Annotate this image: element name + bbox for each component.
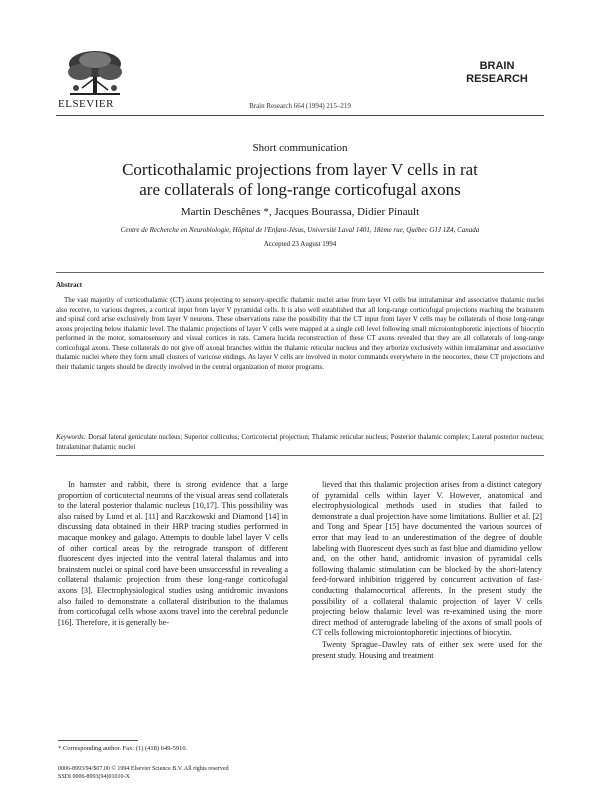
copyright-notice — [58, 765, 229, 781]
author-affiliation: Centre de Recherche en Neurobiologie, Hôpital de l'Enfant-Jésus, Université Laval 1401, 18ème rue, Québec G1J 1Z4, Canada — [120, 226, 480, 234]
title-line-1: Corticothalamic projections from layer V cells in rat — [122, 160, 478, 179]
journal-citation: Brain Research 664 (1994) 215–219 — [249, 102, 351, 110]
title-line-2: are collaterals of long-range corticofugal axons — [139, 180, 461, 199]
keywords — [56, 433, 544, 452]
copyright-line: 0006-8993/94/$07.00 © 1994 Elsevier Science B.V. All rights reserved — [58, 766, 229, 772]
journal-title-line-1: BRAIN — [479, 60, 515, 72]
body-paragraph: Twenty Sprague–Dawley rats of either sex were used for the present study. Housing and treatment — [312, 639, 542, 660]
abstract-bottom-divider — [56, 455, 544, 456]
author-list: Martin Deschênes *, Jacques Bourassa, Didier Pinault — [180, 206, 420, 218]
article-title — [0, 160, 600, 200]
article-type: Short communication — [252, 142, 348, 154]
keywords-label: Keywords: — [56, 433, 87, 441]
ssdi-line: SSDI 0006-8993(94)01010-X — [58, 774, 130, 780]
journal-title-line-2: RESEARCH — [466, 73, 528, 85]
journal-title — [452, 60, 542, 86]
footnote-rule — [58, 740, 138, 741]
body-paragraph: In hamster and rabbit, there is strong evidence that a large proportion of corticotectal neurons of the visual areas send collaterals to the lateral posterior thalamic nucleus [10,17]. This possibility was also raised by Lund et al. [11] and Raczkowski and Diamond [14] in discussing data obtained in their HRP tracing studies performed in macaque monkey and galago. Attempts to double label layer V cells of other cortical areas by the retrograde transport of different fluorescent dyes injected into the ventral lateral thalamus and into brainstem nuclei or spinal cord have been unsuccessful in revealing a collateral thalamic projection from these long-range corticofugal axons [3]. Electrophysiological studies using antidromic invasions also failed to demonstrate a collateral distribution to the thalamus from corticofugal cells whose axons travel into the cerebral peduncle [16]. Therefore, it is generally be- — [58, 480, 288, 627]
corresponding-author-footnote: * Corresponding author. Fax: (1) (418) 649-5910. — [58, 745, 188, 752]
abstract-top-divider — [56, 272, 544, 273]
accepted-date: Accepted 23 August 1994 — [263, 240, 337, 248]
elsevier-tree-logo — [62, 48, 128, 96]
body-column-right — [312, 480, 542, 661]
body-paragraph: lieved that this thalamic projection arises from a distinct category of pyramidal cells within layer V. However, anatomical and electrophysiological methods used in studies that failed to demonstrate a dual projection have some limitations. Bullier et al. [2] and Tong and Spear [15] have documented the various sources of error that may lead to an underestimation of the degree of double labeling with fluorescent dyes such as fast blue and diamidino yellow and, on the other hand, antidromic invasion of pyramidal cells following thalamic stimulation can be blocked by the short-latency feed-forward inhibition triggered by concurrent activation of fast-conducting thalamocortical afferents. In the present study the possibility of a collateral thalamic projection of layer V cells projecting below thalamic level was re-examined using the more direct method of anterograde labeling of the axons of small pools of CT cells following microiontophoretic injections of biocytin. — [312, 480, 542, 638]
keywords-list: Dorsal lateral geniculate nucleus; Superior colliculus; Corticotectal projection; Thalamic reticular nucleus; Posterior thalamic complex; Lateral posterior nucleus; Intralaminar thalamic nuclei — [56, 433, 545, 451]
abstract-text: The vast majority of corticothalamic (CT) axons projecting to sensory-specific thalamic nuclei arise from layer VI cells but intralaminar and associative thalamic nuclei also receive, to various degrees, a cortical input from layer V pyramidal cells. It is also well established that all long-range corticofugal projections reaching the brainstem and spinal cord arise exclusively from layer V neurons. These observations raise the possibility that the CT input from layer V cells may be collaterals of those long-range axons projecting below thalamic level. The thalamic projections of layer V cells were mapped at a single cell level following small microiontophoretic injections of biocytin performed in the motor, somatosensory and visual cortices in rats. Camera lucida reconstruction of these CT axons revealed that they are all collaterals of long-range corticofugal axons. These collaterals do not give off axonal branches within the thalamic reticular nucleus and they arborize exclusively within intralaminar and associative thalamic nuclei where they form small clusters of varicose endings. As layer V cells are involved in motor commands everywhere in the neocortex, these CT projections and their thalamic targets should be directly involved in the central organization of motor programs. — [56, 296, 544, 371]
body-column-left — [58, 480, 288, 628]
publisher-name: ELSEVIER — [58, 98, 114, 110]
abstract-heading: Abstract — [56, 281, 83, 289]
header-divider — [56, 115, 544, 116]
